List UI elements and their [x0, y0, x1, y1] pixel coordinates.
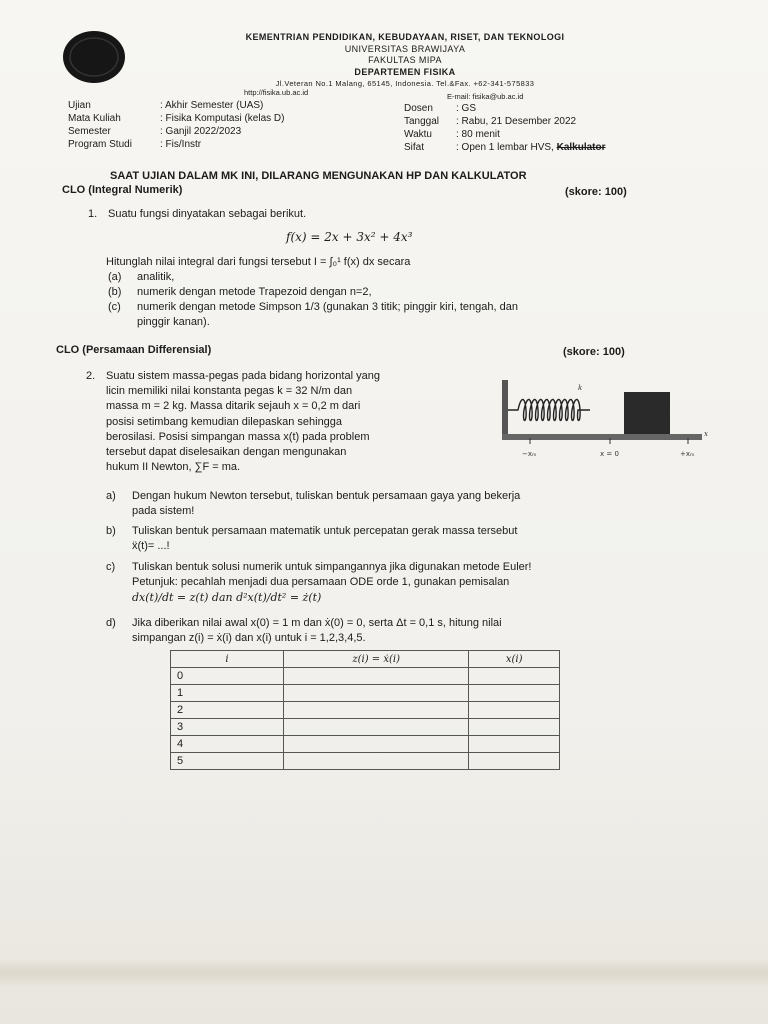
q2-part-d: [132, 616, 692, 646]
k-label: k: [578, 384, 583, 392]
warning-text: SAAT UJIAN DALAM MK INI, DILARANG MENGUNAKAN HP DAN KALKULATOR: [110, 170, 527, 182]
university-logo: [62, 30, 126, 84]
q2-part-line: Jika diberikan nilai awal x(0) = 1 m dan ẋ(0) = 0, serta Δt = 0,1 s, hitung nilai: [132, 617, 502, 629]
table-cell-i: 1: [171, 685, 284, 702]
table-cell-x[interactable]: [469, 685, 560, 702]
header-ministry: KEMENTRIAN PENDIDIKAN, KEBUDAYAAN, RISET, DAN TEKNOLOGI: [245, 32, 565, 42]
table-cell-i: 4: [171, 736, 284, 753]
table-cell-i: 0: [171, 668, 284, 685]
q2-part-line: Petunjuk: pecahlah menjadi dua persamaan ODE orde 1, gunakan pemisalan: [132, 576, 510, 589]
table-header: z(i) = ẋ(i): [284, 651, 469, 668]
zero-label: x = 0: [600, 450, 619, 458]
table-cell-z[interactable]: [284, 736, 469, 753]
header-university: UNIVERSITAS BRAWIJAYA: [344, 44, 466, 54]
axis-label: x: [704, 430, 708, 438]
q1-item-label: (a): [108, 271, 122, 283]
q2-line: posisi setimbang kemudian dilepaskan sehingga: [106, 415, 343, 428]
q2-part-line: pada sistem!: [132, 505, 195, 518]
table-cell-z[interactable]: [284, 719, 469, 736]
info-struck-value: Kalkulator: [556, 142, 606, 153]
clo1-score: (skore: 100): [565, 186, 627, 198]
info-value-sifat: [456, 142, 606, 154]
q2-part-line: simpangan z(i) = ẋ(i) dan x(i) untuk i = 1,2,3,4,5.: [132, 632, 366, 645]
info-value: : Open 1 lembar HVS,: [456, 142, 554, 153]
q2-line: Suatu sistem massa-pegas pada bidang horizontal yang: [106, 370, 380, 382]
info-label: Mata Kuliah: [68, 113, 121, 124]
q2-part-line: Dengan hukum Newton tersebut, tuliskan bentuk persamaan gaya yang bekerja: [132, 490, 521, 502]
info-value: : Ganjil 2022/2023: [160, 126, 242, 137]
spring-mass-diagram: [500, 378, 712, 462]
q1-item-label: (c): [108, 301, 121, 313]
clo2-title: CLO (Persamaan Differensial): [56, 344, 212, 356]
table-cell-x[interactable]: [469, 736, 560, 753]
info-value: : Rabu, 21 Desember 2022: [456, 116, 577, 127]
table-cell-i: 3: [171, 719, 284, 736]
table-cell-z[interactable]: [284, 753, 469, 770]
table-cell-x[interactable]: [469, 719, 560, 736]
header-faculty: FAKULTAS MIPA: [368, 55, 442, 65]
header-address: Jl.Veteran No.1 Malang, 65145, Indonesia. Tel.&Fax. +62-341-575833: [275, 79, 535, 88]
info-value: : Akhir Semester (UAS): [160, 100, 264, 111]
q2-line: licin memiliki nilai konstanta pegas k = 32 N/m dan: [106, 385, 353, 398]
table-row: [171, 736, 560, 753]
q1-equation: f(x) = 2x + 3x² + 4x³: [286, 230, 413, 244]
q2-part-line: ẍ(t)= ...!: [132, 540, 170, 553]
q2-part-label: c): [106, 561, 116, 573]
info-value: : Fis/Instr: [160, 139, 202, 150]
header-department: DEPARTEMEN FISIKA: [354, 67, 456, 77]
info-label: Ujian: [68, 100, 91, 111]
q2-part-c: [132, 560, 692, 606]
info-label: Waktu: [404, 129, 432, 140]
table-cell-x[interactable]: [469, 753, 560, 770]
table-header: i: [171, 651, 284, 668]
q2-part-line: dx(t)/dt = z(t) dan d²x(t)/dt² = ż(t): [132, 591, 322, 605]
paper-fold-shadow: [0, 958, 768, 988]
q2-line: tersebut dapat diselesaikan dengan mengunakan: [106, 446, 347, 459]
table-row: [171, 685, 560, 702]
q2-part-line: Tuliskan bentuk solusi numerik untuk simpangannya jika digunakan metode Euler!: [132, 561, 532, 573]
header-web: http://fisika.ub.ac.id: [244, 88, 309, 97]
q1-item-text: numerik dengan metode Trapezoid dengan n=2,: [137, 286, 372, 298]
table-cell-z[interactable]: [284, 668, 469, 685]
table-cell-z[interactable]: [284, 685, 469, 702]
info-label: Sifat: [404, 142, 425, 153]
q1-task: Hitunglah nilai integral dari fungsi tersebut I = ∫₀¹ f(x) dx secara: [106, 256, 411, 268]
table-cell-i: 5: [171, 753, 284, 770]
q2-line: berosilasi. Posisi simpangan massa x(t) pada problem: [106, 430, 370, 443]
pos-label: +xₘ: [680, 450, 695, 458]
table-row: [171, 719, 560, 736]
wall: [502, 380, 508, 438]
spring: [508, 400, 590, 421]
mass-block: [624, 392, 670, 434]
table-cell-z[interactable]: [284, 702, 469, 719]
q2-intro: [106, 369, 488, 475]
q2-part-a: [132, 489, 692, 519]
q2-part-b: [132, 524, 692, 554]
table-cell-x[interactable]: [469, 668, 560, 685]
q2-part-label: d): [106, 617, 116, 629]
q2-part-line: Tuliskan bentuk persamaan matematik untuk percepatan gerak massa tersebut: [132, 525, 518, 537]
q2-number: 2.: [86, 370, 96, 382]
info-value: : 80 menit: [456, 129, 500, 140]
q1-item-text: numerik dengan metode Simpson 1/3 (gunakan 3 titik; pinggir kiri, tengah, dan: [137, 301, 518, 313]
floor: [502, 434, 702, 440]
info-value: : GS: [456, 103, 477, 114]
clo2-score: (skore: 100): [563, 346, 625, 358]
q1-item-text: pinggir kanan).: [137, 316, 210, 328]
table-cell-i: 2: [171, 702, 284, 719]
q1-number: 1.: [88, 208, 98, 220]
table-header: x(i): [469, 651, 560, 668]
q2-line: massa m = 2 kg. Massa ditarik sejauh x = 0,2 m dari: [106, 400, 361, 413]
clo1-title: CLO (Integral Numerik): [62, 184, 183, 196]
table-header-row: [171, 651, 560, 668]
q2-line: hukum II Newton, ∑F = ma.: [106, 461, 241, 474]
header-email: E-mail: fisika@ub.ac.id: [447, 92, 524, 101]
q1-item-label: (b): [108, 286, 122, 298]
q1-intro: Suatu fungsi dinyatakan sebagai berikut.: [108, 208, 307, 220]
info-label: Semester: [68, 126, 111, 137]
info-label: Dosen: [404, 103, 433, 114]
table-cell-x[interactable]: [469, 702, 560, 719]
info-label: Tanggal: [404, 116, 440, 127]
answer-table: [170, 650, 560, 770]
info-value: : Fisika Komputasi (kelas D): [160, 113, 285, 124]
q2-part-label: a): [106, 490, 116, 502]
neg-label: −xₘ: [522, 450, 537, 458]
table-row: [171, 668, 560, 685]
q2-part-label: b): [106, 525, 116, 537]
table-row: [171, 753, 560, 770]
table-row: [171, 702, 560, 719]
info-label: Program Studi: [68, 139, 132, 150]
q1-item-text: analitik,: [137, 271, 175, 283]
